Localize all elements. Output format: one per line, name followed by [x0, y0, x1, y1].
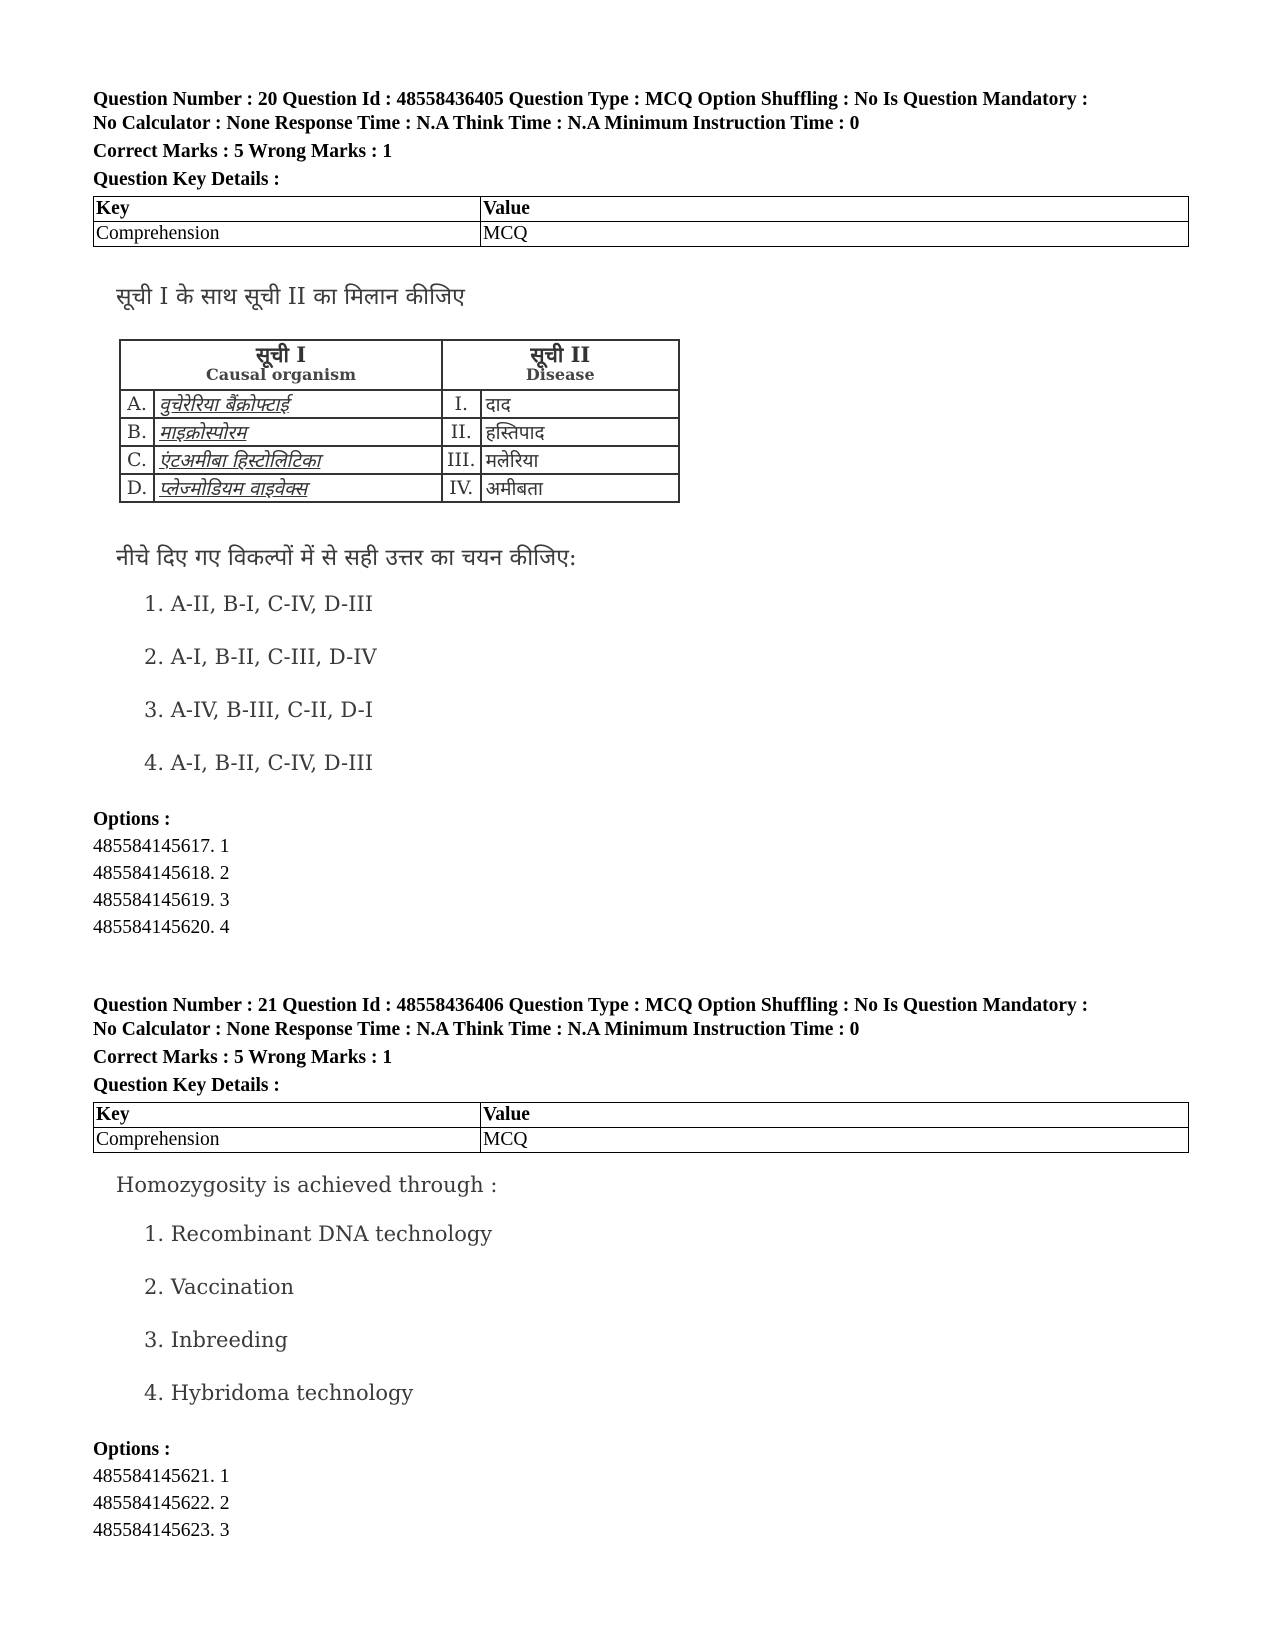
option-line: 485584145619. 3: [93, 890, 230, 911]
key-cell: Comprehension: [94, 1128, 481, 1153]
disease-cell: हस्तिपाद: [481, 418, 679, 446]
disease-cell: दाद: [481, 390, 679, 418]
options-block: [93, 806, 230, 941]
marks-line: Correct Marks : 5 Wrong Marks : 1: [93, 141, 393, 162]
value-cell: MCQ: [481, 1128, 1189, 1153]
row-letter: A.: [120, 390, 154, 418]
key-header: Key: [94, 197, 481, 222]
question-header-line2: No Calculator : None Response Time : N.A Think Time : N.A Minimum Instruction Time : 0: [93, 1019, 860, 1040]
question-header-line1: Question Number : 20 Question Id : 48558436405 Question Type : MCQ Option Shuffling : No Is Question Mandatory :: [93, 89, 1089, 110]
question-statement: Homozygosity is achieved through :: [116, 1173, 498, 1197]
options-label: Options :: [93, 1439, 171, 1460]
instruction-text: नीचे दिए गए विकल्पों में से सही उत्तर का चयन कीजिए:: [116, 545, 577, 571]
organism-cell: माइक्रोस्पोरम: [154, 418, 442, 446]
marks-line: Correct Marks : 5 Wrong Marks : 1: [93, 1047, 393, 1068]
key-cell: Comprehension: [94, 222, 481, 247]
match-row: [120, 446, 679, 474]
option-line: 485584145617. 1: [93, 836, 230, 857]
disease-cell: अमीबता: [481, 474, 679, 502]
choices-list: [116, 1220, 616, 1430]
match-table-wrapper: [119, 339, 680, 503]
question-20-block: [93, 88, 1189, 247]
options-label: Options :: [93, 809, 171, 830]
row-letter: B.: [120, 418, 154, 446]
option-line: 485584145622. 2: [93, 1493, 230, 1514]
options-block: [93, 1436, 230, 1544]
list2-header: [442, 340, 679, 390]
choice-item: 1. Recombinant DNA technology: [144, 1222, 493, 1246]
option-line: 485584145623. 3: [93, 1520, 230, 1541]
option-line: 485584145620. 4: [93, 917, 230, 938]
choice-item: 3. A-IV, B-III, C-II, D-I: [144, 698, 373, 722]
organism-cell: वुचेरेरिया बैंक्रोफ्टाई: [154, 390, 442, 418]
question-header-line1: Question Number : 21 Question Id : 48558436406 Question Type : MCQ Option Shuffling : No Is Question Mandatory :: [93, 995, 1089, 1016]
choice-item: 2. Vaccination: [144, 1275, 295, 1299]
row-numeral: I.: [442, 390, 481, 418]
key-details-label: Question Key Details :: [93, 169, 280, 190]
row-numeral: IV.: [442, 474, 481, 502]
choice-item: 4. Hybridoma technology: [144, 1381, 414, 1405]
key-details-table: [93, 1102, 1189, 1153]
match-row: [120, 390, 679, 418]
row-letter: C.: [120, 446, 154, 474]
list2-title: सूची II: [530, 342, 591, 367]
question-21-block: [93, 994, 1189, 1153]
question-header-line2: No Calculator : None Response Time : N.A Think Time : N.A Minimum Instruction Time : 0: [93, 113, 860, 134]
row-numeral: III.: [442, 446, 481, 474]
list1-header: [120, 340, 442, 390]
choice-item: 3. Inbreeding: [144, 1328, 288, 1352]
disease-cell: मलेरिया: [481, 446, 679, 474]
key-details-label: Question Key Details :: [93, 1075, 280, 1096]
value-header: Value: [481, 1103, 1189, 1128]
choice-item: 4. A-I, B-II, C-IV, D-III: [144, 751, 373, 775]
choice-item: 1. A-II, B-I, C-IV, D-III: [144, 592, 373, 616]
value-header: Value: [481, 197, 1189, 222]
option-line: 485584145618. 2: [93, 863, 230, 884]
match-row: [120, 418, 679, 446]
key-header: Key: [94, 1103, 481, 1128]
organism-cell: प्लेज्मोडियम वाइवेक्स: [154, 474, 442, 502]
choices-list: [116, 590, 616, 800]
list2-subtitle: Disease: [525, 365, 595, 384]
list1-title: सूची I: [255, 342, 307, 367]
option-line: 485584145621. 1: [93, 1466, 230, 1487]
choice-item: 2. A-I, B-II, C-III, D-IV: [144, 645, 377, 669]
value-cell: MCQ: [481, 222, 1189, 247]
row-numeral: II.: [442, 418, 481, 446]
list1-subtitle: Causal organism: [205, 365, 357, 384]
question-statement: सूची I के साथ सूची II का मिलान कीजिए: [116, 284, 465, 310]
organism-cell: एंटअमीबा हिस्टोलिटिका: [154, 446, 442, 474]
match-table: [119, 339, 680, 503]
key-details-table: [93, 196, 1189, 247]
row-letter: D.: [120, 474, 154, 502]
match-row: [120, 474, 679, 502]
